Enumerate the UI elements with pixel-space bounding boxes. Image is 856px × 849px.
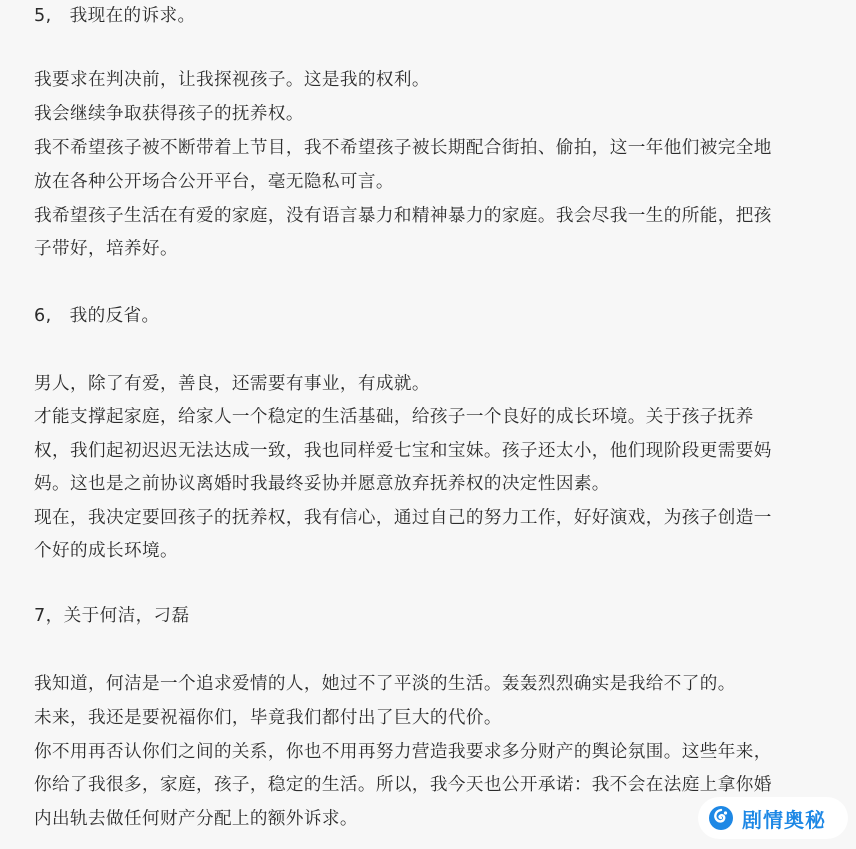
paragraph-line: 我不希望孩子被不断带着上节目，我不希望孩子被长期配合街拍、偷拍，这一年他们被完全地 (34, 138, 772, 158)
paragraph-line: 个好的成长环境。 (34, 541, 178, 561)
watermark-text: 剧情奥秘 (742, 807, 826, 832)
paragraph-line: 我希望孩子生活在有爱的家庭，没有语言暴力和精神暴力的家庭。我会尽我一生的所能，把孩 (34, 206, 772, 226)
paragraph-line: 男人，除了有爱，善良，还需要有事业，有成就。 (34, 374, 430, 394)
paragraph-line: 你给了我很多，家庭，孩子，稳定的生活。所以，我今天也公开承诺：我不会在法庭上拿你婚 (34, 775, 772, 795)
section-heading: 5, 我现在的诉求。 (34, 6, 196, 26)
paragraph-line: 妈。这也是之前协议离婚时我最终妥协并愿意放弃抚养权的决定性因素。 (34, 474, 610, 494)
paragraph-line: 权，我们起初迟迟无法达成一致，我也同样爱七宝和宝妹。孩子还太小，他们现阶段更需要妈 (34, 441, 772, 461)
section-heading: 7，关于何洁，刁磊 (34, 606, 190, 626)
paragraph-line: 子带好，培养好。 (34, 239, 178, 259)
watermark (698, 797, 848, 839)
paragraph-line: 你不用再否认你们之间的关系，你也不用再努力营造我要求多分财产的舆论氛围。这些年来， (34, 742, 772, 762)
paragraph-line: 未来，我还是要祝福你们，毕竟我们都付出了巨大的代价。 (34, 708, 502, 728)
swirl-logo-icon (708, 805, 734, 831)
paragraph-line: 我要求在判决前，让我探视孩子。这是我的权利。 (34, 70, 430, 90)
section-heading: 6, 我的反省。 (34, 306, 160, 326)
paragraph-line: 我知道，何洁是一个追求爱情的人，她过不了平淡的生活。轰轰烈烈确实是我给不了的。 (34, 674, 736, 694)
paragraph-line: 我会继续争取获得孩子的抚养权。 (34, 104, 304, 124)
paragraph-line: 才能支撑起家庭，给家人一个稳定的生活基础，给孩子一个良好的成长环境。关于孩子抚养 (34, 407, 754, 427)
paragraph-line: 现在，我决定要回孩子的抚养权，我有信心，通过自己的努力工作，好好演戏，为孩子创造一 (34, 508, 772, 528)
paragraph-line: 放在各种公开场合公开平台，毫无隐私可言。 (34, 172, 394, 192)
paragraph-line: 内出轨去做任何财产分配上的额外诉求。 (34, 809, 358, 829)
